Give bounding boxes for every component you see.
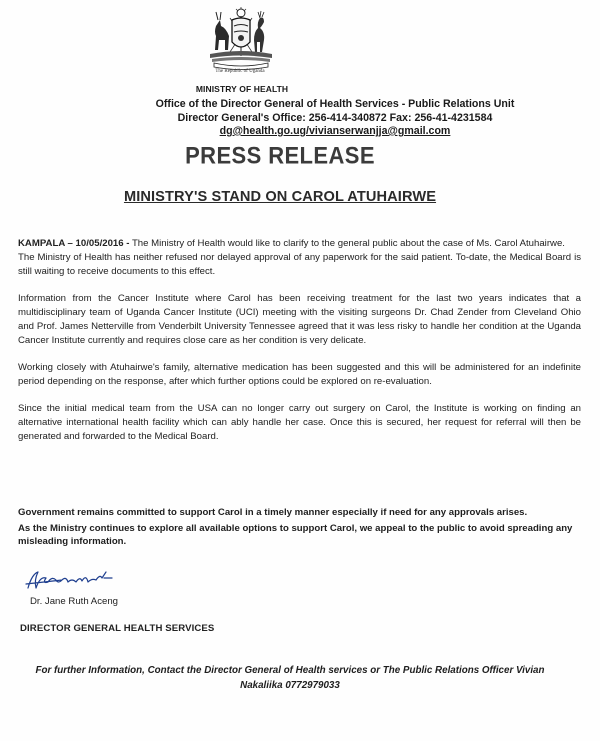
paragraph-4: Working closely with Atuhairwe's family, alternative medication has been suggested and this will be administered for an indefinite period depending on the response, after which further options could be explored on re-evaluation. xyxy=(18,362,581,387)
republic-label: The Republic of Uganda xyxy=(215,69,265,74)
email-line[interactable]: dg@health.go.ug/vivianserwanjja@gmail.com xyxy=(219,125,451,137)
press-release-title: PRESS RELEASE xyxy=(185,141,375,170)
footer-line-2: Nakaliika 0772979033 xyxy=(240,680,340,691)
government-paragraph-1: Government remains committed to support Carol in a timely manner especially if need for any approvals arises. xyxy=(18,507,528,518)
government-statement xyxy=(18,506,581,549)
signer-title: DIRECTOR GENERAL HEALTH SERVICES xyxy=(20,623,215,634)
release-body xyxy=(18,237,581,444)
dateline: KAMPALA – 10/05/2016 - xyxy=(18,238,130,249)
paragraph-2: The Ministry of Health has neither refused nor delayed approval of any paperwork for the said patient. To-date, the Medical Board is still waiting to receive documents to this effect. xyxy=(18,252,581,277)
paragraph-intro xyxy=(18,237,581,251)
footer-line-1: For further Information, Contact the Director General of Health services or The Public Relations Officer Vivian xyxy=(35,665,545,676)
office-header xyxy=(100,98,570,139)
uganda-coat-of-arms-icon xyxy=(202,6,280,70)
paragraph-3: Information from the Cancer Institute where Carol has been receiving treatment for the last two years indicates that a multidisciplinary team of Uganda Cancer Institute (UCI) meeting with the visiting surgeons Dr. Chad Zender from Cleveland Ohio and Prof. James Netterville from Venderbilt University Tennessee agreed that it was less risky to handle her condition at the Uganda Cancer Institute currently and requires close care as her condition is very delicate. xyxy=(18,293,581,346)
signature-icon xyxy=(22,566,132,596)
paragraph-1: The Ministry of Health would like to clarify to the general public about the case of Ms. Carol Atuhairwe. xyxy=(129,238,565,249)
phone-line: Director General's Office: 256-414-340872 Fax: 256-41-4231584 xyxy=(177,111,493,124)
headline: MINISTRY'S STAND ON CAROL ATUHAIRWE xyxy=(123,189,437,205)
office-line: Office of the Director General of Health Services - Public Relations Unit xyxy=(155,98,515,110)
paragraph-5: Since the initial medical team from the USA can no longer carry out surgery on Carol, the Institute is working on finding an alternative international health facility which can ably handle her case. Once this is secured, her request for referral will then be generated and forwarded to the Medical Board. xyxy=(18,403,581,442)
government-paragraph-2: As the Ministry continues to explore all available options to support Carol, we appeal to the public to avoid spreading any misleading information. xyxy=(18,522,573,547)
ministry-label: MINISTRY OF HEALTH xyxy=(195,84,289,94)
signer-name: Dr. Jane Ruth Aceng xyxy=(30,596,118,607)
footer-contact xyxy=(20,663,560,693)
